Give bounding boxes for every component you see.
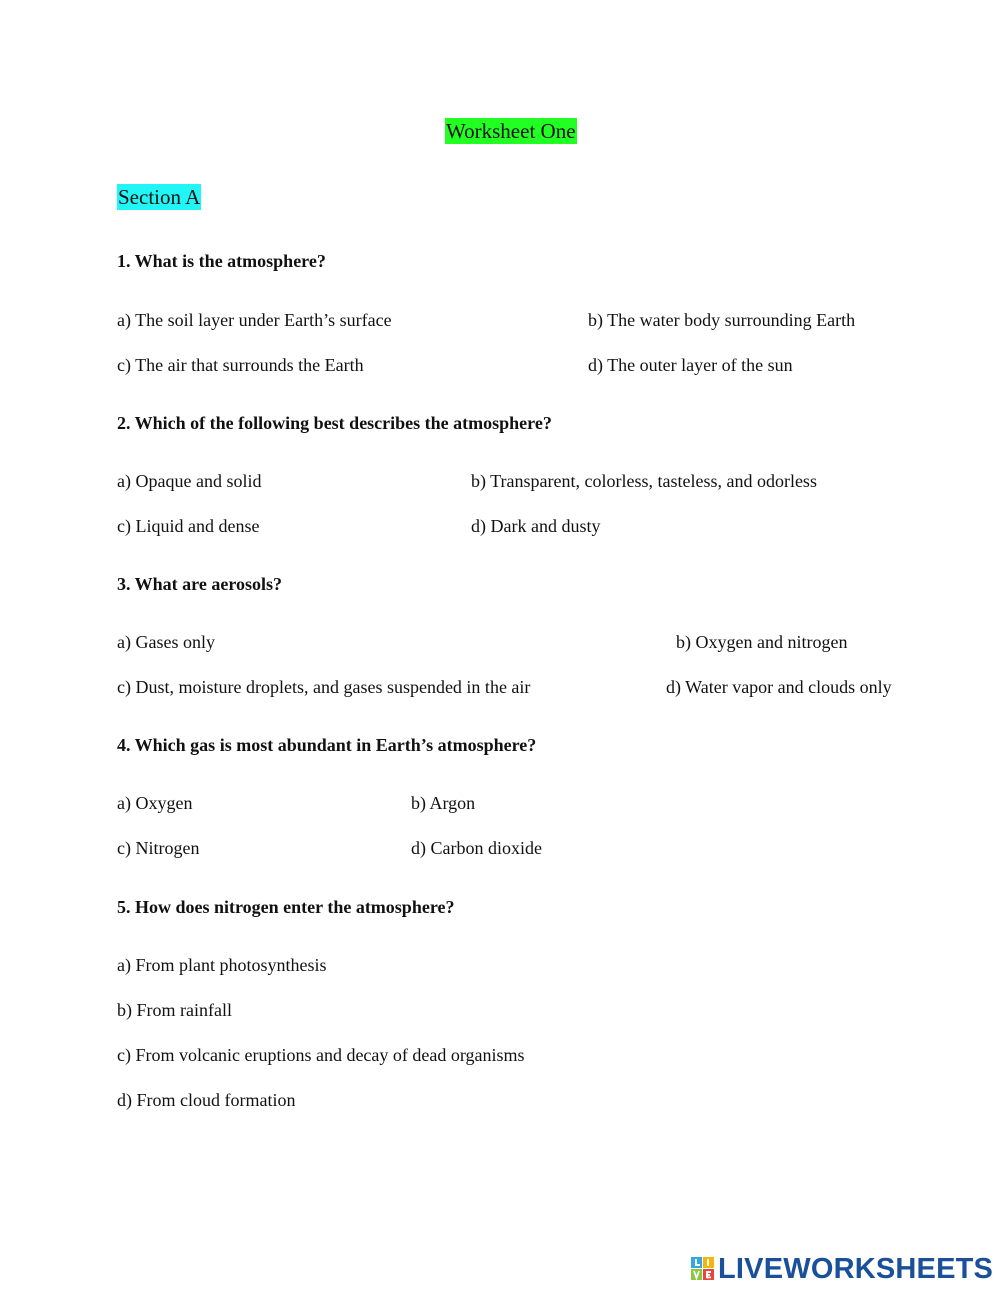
question-1-prompt: 1. What is the atmosphere? — [117, 251, 326, 271]
question-4-prompt: 4. Which gas is most abundant in Earth’s atmosphere? — [117, 735, 537, 755]
question-1-option-a[interactable]: a) The soil layer under Earth’s surface — [117, 310, 392, 330]
question-2-option-d[interactable]: d) Dark and dusty — [471, 516, 601, 536]
section-heading: Section A — [118, 185, 201, 209]
question-4-option-a[interactable]: a) Oxygen — [117, 793, 193, 813]
question-2-prompt: 2. Which of the following best describes the atmosphere? — [117, 413, 552, 433]
question-3-option-b[interactable]: b) Oxygen and nitrogen — [676, 632, 848, 652]
question-5-prompt: 5. How does nitrogen enter the atmosphere? — [117, 897, 455, 917]
question-5-option-c[interactable]: c) From volcanic eruptions and decay of dead organisms — [117, 1045, 525, 1065]
question-5-option-d[interactable]: d) From cloud formation — [117, 1090, 296, 1110]
question-5-option-b[interactable]: b) From rainfall — [117, 1000, 232, 1020]
question-4-option-d[interactable]: d) Carbon dioxide — [411, 838, 542, 858]
question-1-option-c[interactable]: c) The air that surrounds the Earth — [117, 355, 364, 375]
question-1-option-d[interactable]: d) The outer layer of the sun — [588, 355, 793, 375]
question-3-option-d[interactable]: d) Water vapor and clouds only — [666, 677, 892, 697]
question-4-option-c[interactable]: c) Nitrogen — [117, 838, 200, 858]
question-2-option-c[interactable]: c) Liquid and dense — [117, 516, 260, 536]
liveworksheets-logo-text: LIVEWORKSHEETS — [718, 1253, 994, 1285]
question-2-option-a[interactable]: a) Opaque and solid — [117, 471, 262, 491]
liveworksheets-logo — [691, 1254, 993, 1284]
question-3-option-c[interactable]: c) Dust, moisture droplets, and gases suspended in the air — [117, 677, 531, 697]
question-5-option-a[interactable]: a) From plant photosynthesis — [117, 955, 327, 975]
question-3-prompt: 3. What are aerosols? — [117, 574, 282, 594]
worksheet-title: Worksheet One — [446, 119, 576, 143]
question-3-option-a[interactable]: a) Gases only — [117, 632, 215, 652]
liveworksheets-logo-icon — [691, 1256, 715, 1282]
question-4-option-b[interactable]: b) Argon — [411, 793, 476, 813]
question-1-option-b[interactable]: b) The water body surrounding Earth — [588, 310, 856, 330]
question-2-option-b[interactable]: b) Transparent, colorless, tasteless, and odorless — [471, 471, 817, 491]
